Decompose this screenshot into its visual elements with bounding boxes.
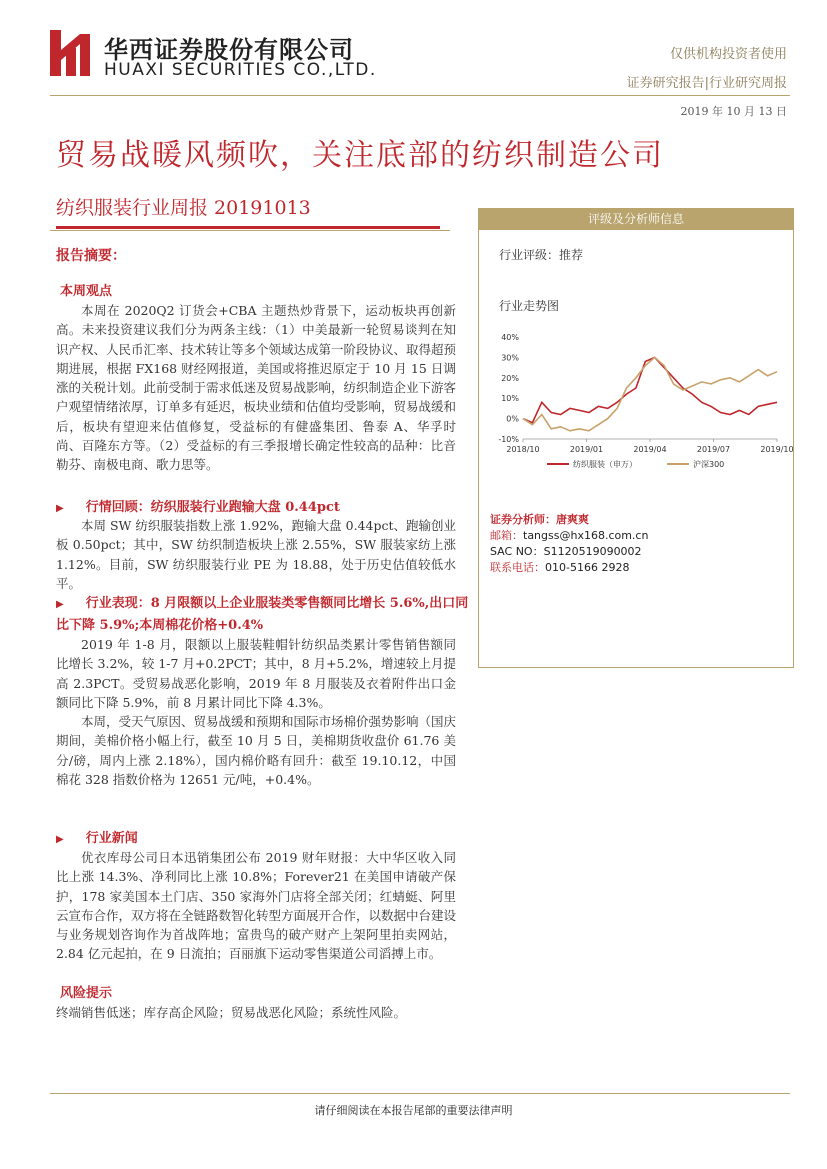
- legend-label-1: 沪深300: [693, 460, 725, 469]
- weekly-view-text: [56, 301, 456, 475]
- rating-label: 行业评级：: [499, 248, 560, 262]
- industry-trend-chart: [487, 329, 794, 479]
- industry-performance-paragraph-2: 本周，受天气原因、贸易战缓和预期和国际市场棉价强势影响（国庆期间，美棉价格小幅上行，截至 10 月 5 日，美棉期货收盘价 61.76 美分/磅，周内上涨 2.18%），国内棉价略有回升：截至 19.10.12，中国棉花 328 指数价格为 12651 元/吨，+0.4%。: [56, 714, 457, 788]
- triangle-bullet-icon: ▶: [56, 503, 64, 514]
- footer-divider: [50, 1093, 790, 1094]
- analyst-phone: 010-5166 2928: [545, 561, 630, 574]
- phone-label: 联系电话：: [490, 561, 545, 574]
- company-name-en: HUAXI SECURITIES CO.,LTD.: [104, 60, 377, 80]
- y-tick-label: 20%: [501, 373, 519, 383]
- weekly-view-paragraph: 本周在 2020Q2 订货会+CBA 主题热炒背景下，运动板块再创新高。未来投资建议我们分为两条主线：（1）中美最新一轮贸易谈判在知识产权、人民币汇率、技术转让等多个领域达成第一阶段协议、取得超预期进展，根据 FX168 财经网报道，美国或将推迟原定于 10 月 15 日调涨的关税计划。此前受制于需求低迷及贸易战影响，纺织制造企业下游客户观望情绪浓厚，订单多有延迟，板块业绩和估值均受影响，贸易战缓和后，板块有望迎来估值修复，受益标的有健盛集团、鲁泰 A、华孚时尚、百隆东方等。（2）受益标的有三季报增长确定性较高的品种：比音勒芬、南极电商、歌力思等。: [56, 303, 457, 473]
- section-market-review: [56, 496, 340, 515]
- analyst-name: 唐爽爽: [556, 513, 589, 526]
- company-logo: [50, 30, 90, 76]
- subtitle-underline: [56, 226, 440, 229]
- x-tick-label: 2018/10: [506, 445, 540, 454]
- market-review-text: [56, 516, 456, 593]
- header-divider: [50, 95, 790, 96]
- section-weekly-view: 本周观点: [60, 284, 113, 299]
- rating-value: 推荐: [559, 248, 584, 262]
- company-name-cn: 华西证券股份有限公司: [104, 36, 354, 64]
- section-industry-performance: [56, 593, 476, 636]
- legend-label-0: 纺织服装（申万）: [573, 460, 637, 469]
- risk-text: [56, 1003, 456, 1022]
- x-tick-label: 2019/07: [696, 445, 731, 454]
- industry-performance-paragraph-1: 2019 年 1-8 月，限额以上服装鞋帽针纺织品类累计零售销售额同比增长 3.2%，较 1-7 月+0.2PCT；其中，8 月+5.2%，增速较上月提高 2.3PCT。受贸易战恶化影响，2019 年 8 月服装及衣着附件出口金额同比下降 5.9%，前 8 月累计同比下降 4.3%。: [56, 637, 456, 710]
- rating-panel: [478, 208, 794, 668]
- report-subtitle: 纺织服装行业周报 20191013: [56, 197, 311, 219]
- email-label: 邮箱：: [490, 529, 523, 542]
- triangle-bullet-icon: ▶: [56, 599, 64, 610]
- report-title: 贸易战暖风频吹，关注底部的纺织制造公司: [56, 138, 664, 173]
- panel-header: 评级及分析师信息: [479, 209, 793, 230]
- market-review-paragraph: 本周 SW 纺织服装指数上涨 1.92%，跑输大盘 0.44pct、跑输创业板 0.50pct；其中，SW 纺织制造板块上涨 2.55%，SW 服装家纺上涨 1.12%。目前，SW 纺织服装行业 PE 为 18.88，处于历史估值较低水平。: [56, 518, 456, 591]
- trend-chart-title: 行业走势图: [499, 299, 560, 313]
- y-tick-label: 40%: [501, 333, 519, 342]
- risk-paragraph: 终端销售低迷；库存高企风险；贸易战恶化风险；系统性风险。: [56, 1005, 407, 1020]
- industry-performance-text: [56, 635, 456, 789]
- report-type: 证券研究报告|行业研究周报: [626, 76, 787, 91]
- y-tick-label: -10%: [498, 435, 519, 444]
- series-line-1: [523, 357, 777, 430]
- subtitle-rule: [50, 230, 450, 231]
- x-tick-label: 2019/10: [760, 445, 794, 454]
- x-tick-label: 2019/01: [569, 445, 604, 454]
- industry-news-title: 行业新闻: [85, 831, 138, 846]
- triangle-bullet-icon: ▶: [56, 834, 64, 845]
- y-tick-label: 0%: [506, 414, 519, 424]
- x-tick-label: 2019/04: [633, 445, 667, 454]
- industry-rating: [499, 246, 583, 263]
- section-risk: 风险提示: [60, 986, 113, 1001]
- report-date: 2019 年 10 月 13 日: [680, 105, 787, 118]
- analyst-label: 证券分析师：: [490, 513, 556, 526]
- series-line-0: [523, 357, 777, 422]
- sac-label: SAC NO：: [490, 545, 544, 558]
- y-tick-label: 30%: [501, 353, 519, 363]
- industry-news-paragraph: 优衣库母公司日本迅销集团公布 2019 财年财报：大中华区收入同比上涨 14.3%、净利同比上涨 10.8%；Forever21 在美国申请破产保护，178 家美国本土门店、350 家海外门店将全部关闭；红蜻蜓、阿里云宣布合作，双方将在全链路数智化转型方面展开合作，以数据中台建设与业务规划咨询作为首战阵地；富贵鸟的破产财产上架阿里拍卖网站，2.84 亿元起拍，在 9 日流拍；百丽旗下运动零售渠道公司滔搏上市。: [56, 850, 457, 962]
- summary-heading: 报告摘要：: [56, 248, 126, 264]
- analyst-info: [490, 512, 648, 576]
- industry-performance-title: 行业表现：8 月限额以上企业服装类零售额同比增长 5.6%,出口同比下降 5.9%;本周棉花价格+0.4%: [56, 596, 469, 633]
- y-tick-label: 10%: [501, 394, 519, 404]
- audience-note: 仅供机构投资者使用: [669, 47, 787, 62]
- analyst-email[interactable]: tangss@hx168.com.cn: [523, 529, 649, 542]
- legal-notice: 请仔细阅读在本报告尾部的重要法律声明: [314, 1104, 513, 1117]
- section-industry-news: [56, 827, 138, 846]
- industry-news-text: [56, 848, 456, 964]
- market-review-title: 行情回顾：纺织服装行业跑输大盘 0.44pct: [85, 500, 340, 515]
- analyst-sac: S1120519090002: [543, 545, 642, 558]
